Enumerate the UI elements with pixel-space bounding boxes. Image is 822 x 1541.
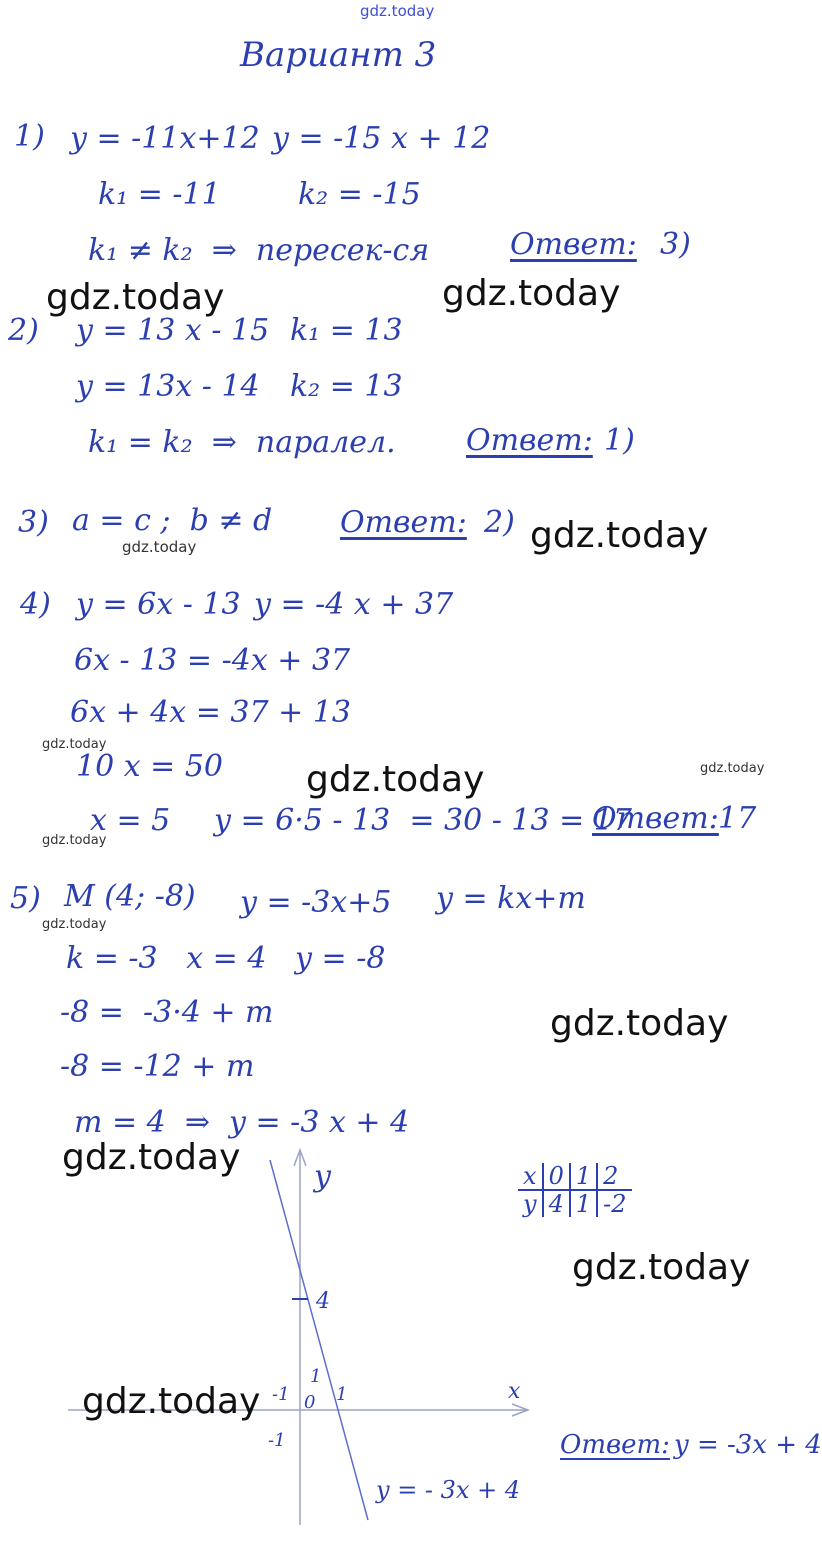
- tick-label-minus1-bottom: -1: [268, 1430, 286, 1451]
- watermark-small: gdz.today: [700, 761, 765, 776]
- task5-point: M (4; -8): [64, 879, 196, 914]
- task1-answer: 3): [660, 227, 691, 262]
- table-cell: y: [523, 1190, 537, 1218]
- task5-line4: m = 4 ⇒ y = -3 x + 4: [74, 1105, 410, 1140]
- axis-x-label: x: [508, 1379, 521, 1404]
- task2-eq2: y = 13x - 14: [76, 369, 260, 404]
- task4-line4a: x = 5: [90, 803, 171, 838]
- watermark-small: gdz.today: [42, 917, 107, 932]
- task4-number: 4): [20, 587, 51, 622]
- task1-answer-label: Ответ:: [510, 227, 637, 262]
- task3-text: a = c ; b ≠ d: [72, 503, 273, 538]
- table-cell: 2: [597, 1163, 631, 1190]
- watermark: gdz.today: [572, 1247, 751, 1288]
- task5-answer-label: Ответ:: [560, 1430, 670, 1460]
- task5-line1: k = -3 x = 4 y = -8: [66, 941, 386, 976]
- task2-conclusion: k₁ = k₂ ⇒ паралел.: [88, 425, 396, 460]
- task4-eq2: y = -4 x + 37: [254, 587, 454, 622]
- task1-eq1: y = -11x+12: [70, 121, 260, 156]
- watermark: gdz.today: [46, 277, 225, 318]
- task4-line2: 6x + 4x = 37 + 13: [70, 695, 351, 730]
- task2-k2: k₂ = 13: [290, 369, 403, 404]
- page-title: Вариант 3: [240, 35, 437, 75]
- task3-answer: 2): [484, 505, 515, 540]
- watermark: gdz.today: [442, 273, 621, 314]
- task5-answer: y = -3x + 4: [674, 1430, 822, 1460]
- task3-answer-label: Ответ:: [340, 505, 467, 540]
- table-cell: x: [518, 1163, 543, 1190]
- watermark: gdz.today: [62, 1137, 241, 1178]
- task5-eq: y = -3x+5: [240, 885, 392, 920]
- table-cell: -2: [597, 1190, 631, 1217]
- watermark: gdz.today: [82, 1381, 261, 1422]
- task5-number: 5): [10, 881, 41, 916]
- task2-eq1: y = 13 x - 15: [76, 313, 270, 348]
- task2-number: 2): [8, 313, 39, 348]
- task4-answer: 17: [718, 801, 757, 836]
- task2-answer-label: Ответ:: [466, 423, 593, 458]
- watermark-small: gdz.today: [42, 833, 107, 848]
- table-cell: 1: [570, 1190, 597, 1217]
- tick-label-minus1-left: -1: [272, 1384, 290, 1405]
- task4-line1: 6x - 13 = -4x + 37: [74, 643, 351, 678]
- axis-y-label: y: [314, 1159, 331, 1194]
- task1-conclusion: k₁ ≠ k₂ ⇒ пересек-ся: [88, 233, 430, 268]
- task3-number: 3): [18, 505, 49, 540]
- table-cell: 4: [543, 1190, 570, 1217]
- tick-label-0: 0: [304, 1392, 316, 1413]
- tick-label-1-right: 1: [336, 1384, 348, 1405]
- watermark: gdz.today: [306, 759, 485, 800]
- task1-number: 1): [14, 119, 45, 154]
- graph-line: [270, 1160, 368, 1520]
- watermark: gdz.today: [530, 515, 709, 556]
- task1-k1: k₁ = -11: [98, 177, 221, 212]
- task2-answer: 1): [604, 423, 635, 458]
- watermark-small: gdz.today: [122, 538, 197, 556]
- task5-line3: -8 = -12 + m: [60, 1049, 255, 1084]
- task4-eq1: y = 6x - 13: [76, 587, 241, 622]
- task4-line4b: y = 6·5 - 13 = 30 - 13 = 17: [214, 803, 632, 838]
- task4-answer-label: Ответ:: [592, 801, 719, 836]
- table-cell: 0: [543, 1163, 570, 1190]
- watermark-top: gdz.today: [360, 2, 435, 20]
- task5-general: y = kx+m: [436, 881, 586, 916]
- watermark-small: gdz.today: [42, 737, 107, 752]
- tick-label-1-top: 1: [310, 1366, 322, 1387]
- task4-line3: 10 x = 50: [76, 749, 224, 784]
- task1-eq2: y = -15 x + 12: [272, 121, 491, 156]
- tick-label-4: 4: [316, 1289, 330, 1314]
- task5-line2: -8 = -3·4 + m: [60, 995, 274, 1030]
- watermark: gdz.today: [550, 1003, 729, 1044]
- graph-line-label: y = - 3x + 4: [376, 1476, 521, 1504]
- task2-k1: k₁ = 13: [290, 313, 403, 348]
- task1-k2: k₂ = -15: [298, 177, 421, 212]
- table-cell: 1: [570, 1163, 597, 1190]
